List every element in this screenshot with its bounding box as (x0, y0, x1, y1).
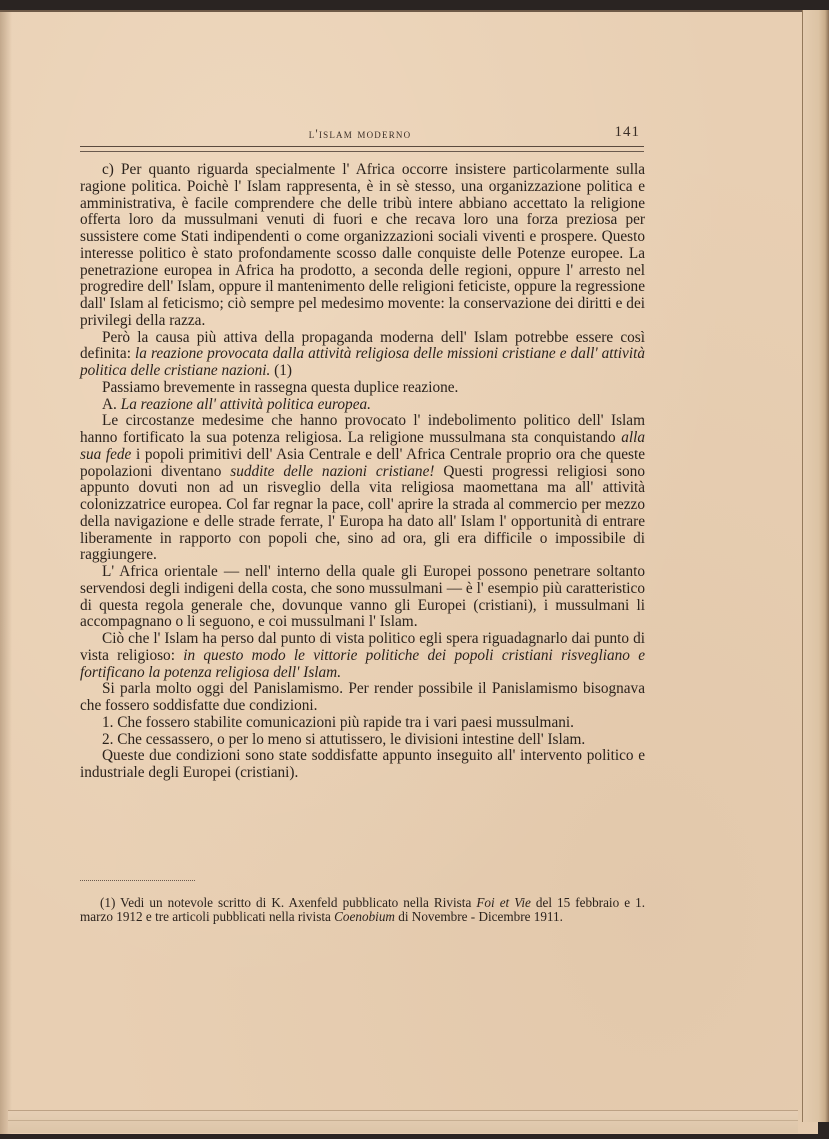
paragraph-text: Però la causa più attiva della propaganda moderna dell' Islam potrebbe essere così definita: (80, 328, 645, 363)
journal-title: Coenobium (334, 908, 395, 924)
paragraph: Si parla molto oggi del Panislamismo. Per render possibile il Panislamismo bisognava che fossero soddisfatte due condizioni. (80, 680, 645, 714)
footnote-separator (80, 880, 195, 881)
section-letter: A. (102, 395, 121, 413)
running-title: l'islam moderno (308, 126, 412, 141)
paragraph: Passiamo brevemente in rassegna questa duplice reazione. (102, 378, 459, 396)
paragraph-text: Le circostanze medesime che hanno provocato l' indebolimento politico dell' Islam hanno fortificato la sua potenza religiosa. La religione mussulmana sta conquistando (80, 412, 645, 446)
paragraph-text: i popoli primitivi dell' Asia Centrale e dell' Africa Centrale proprio ora che queste popolazioni diventano (80, 445, 645, 480)
footnote-part: del 15 febbraio e 1. marzo 1912 e tre articoli pubblicati nella rivista (80, 895, 645, 924)
paragraph: L' Africa orientale — nell' interno della quale gli Europei possono penetrare soltanto servendosi degli indigeni della costa, che sono mussulmani — è l' esempio più caratteristico di questa regola generale che, dovunque vanno gli Europei (cristiani), i mussulmani li accompagnano o li seguono, e coi mussulmani l' Islam. (80, 563, 645, 631)
footnote (80, 896, 645, 924)
list-item: 1. Che fossero stabilite comunicazioni più rapide tra i vari paesi mussulmani. (102, 713, 574, 731)
list-item: 2. Che cessassero, o per lo meno si attutissero, le divisioni intestine dell' Islam. (102, 730, 586, 748)
section-title: La reazione all' attività politica europea. (120, 395, 371, 413)
paragraph-text: Ciò che l' Islam ha perso dal punto di vista politico egli spera riguadagnarlo dai punto di vista religioso: (80, 630, 645, 664)
footnote-reference: (1) (270, 362, 293, 379)
page-edge-right (802, 10, 829, 1122)
paragraph: c) Per quanto riguarda specialmente l' Africa occorre insistere particolarmente sulla ragione politica. Poichè l' Islam rappresenta, è in sè stesso, una organizzazione politica e amministrativa, è facile comprendere che delle tribù intere abbiano accettato la religione offerta loro da mussulmani venuti di fuori e che recava loro una forza preziosa per sussistere come Stati indipendenti o come organizzazioni sociali viventi e prospere. Questo interesse politico è stato profondamente scosso dalle conquiste delle Potenze europee. La penetrazione europea in Africa ha prodotto, a seconda delle regioni, oppure l' arresto nel progredire dell' Islam, oppure il mantenimento delle religioni feticiste, oppure la regressione dall' Islam al feticismo; ciò sempre pel medesimo movente: la conservazione dei diritti e dei privilegi della razza. (80, 161, 645, 329)
section-heading (80, 397, 645, 414)
italic-text: in questo modo le vittorie politiche dei popoli cristiani risvegliano e fortificano la potenza religiosa dell' Islam. (80, 646, 645, 681)
italic-text: suddite delle nazioni cristiane! (230, 462, 435, 480)
body-text (80, 162, 645, 782)
paragraph (80, 631, 645, 681)
paragraph (80, 413, 645, 564)
page-edge-bottom (8, 1110, 798, 1133)
footnote-text (80, 896, 645, 924)
paragraph (80, 330, 645, 380)
running-head (80, 126, 640, 146)
footnote-part: (1) Vedi un notevole scritto di K. Axenfeld pubblicato nella Rivista (100, 895, 477, 910)
italic-text: alla sua fede (80, 429, 645, 463)
paragraph-text: Questi progressi religiosi sono appunto dovuti non ad un risveglio della vita religiosa maomettana ma all' attività colonizzatrice europea. Col far regnar la pace, coll' aprire la strada al commercio per mezzo della navigazione e delle strade ferrate, l' Europa ha dato all' Islam l' opportunità di entrare liberamente in rapporto con popoli che, sino ad ora, gli era difficile o impossibile di raggiungere. (80, 462, 645, 564)
journal-title: Foi et Vie (476, 895, 531, 910)
paragraph: Queste due condizioni sono state soddisfatte appunto inseguito all' intervento politico e industriale degli Europei (cristiani). (80, 747, 645, 781)
page-number: 141 (614, 124, 640, 140)
header-double-rule (80, 146, 644, 152)
footnote-part: di Novembre - Dicembre 1911. (394, 908, 563, 924)
italic-text: la reazione provocata dalla attività religiosa delle missioni cristiane e dall' attività politica delle cristiane nazioni. (80, 345, 645, 379)
